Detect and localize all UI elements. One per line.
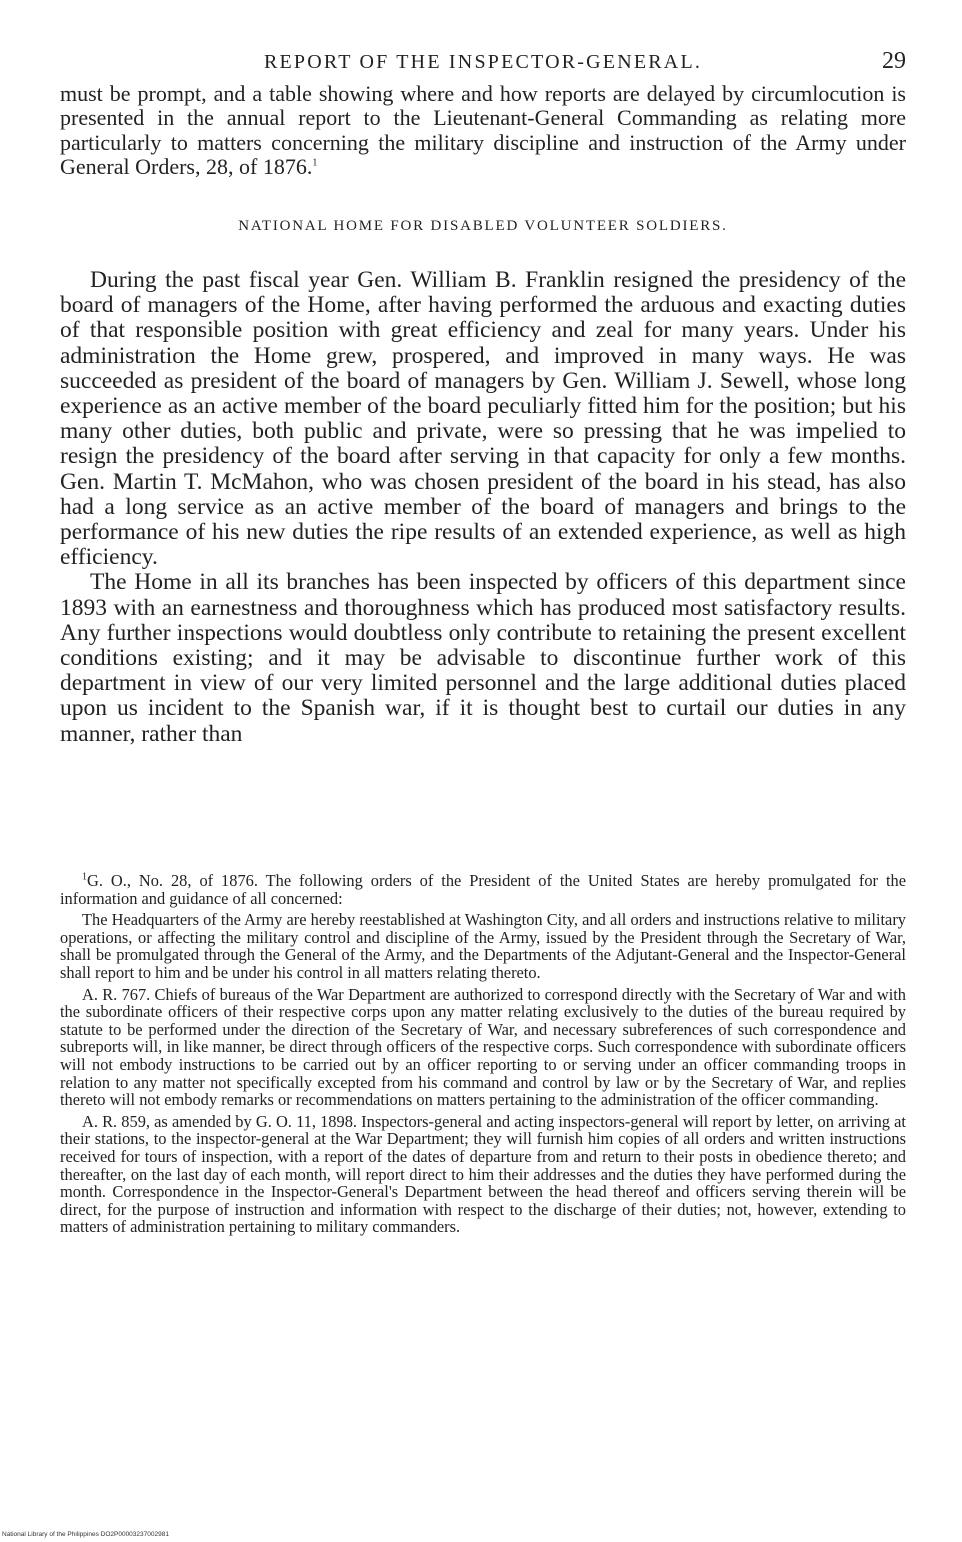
footnote-1 (60, 872, 906, 907)
document-page (60, 42, 906, 747)
paragraph-home-inspection: The Home in all its branches has been inspected by officers of this department since 1893 with an earnestness and thoroughness which has produced most satisfactory results. Any further inspections would doubtless only contribute to retaining the present excellent conditions existing; and it may be advisable to discontinue further work of this department in view of our very limited personnel and the large additional duties placed upon us incident to the Spanish war, if it is thought best to curtail our duties in any manner, rather than (60, 569, 906, 747)
footnote-1-text: G. O., No. 28, of 1876. The following orders of the President of the United States are hereby promulgated for the information and guidance of all concerned: (60, 871, 906, 908)
library-imprint: National Library of the Philippines DO2P00003237002981 (2, 1531, 169, 1538)
footnote-ar-859: A. R. 859, as amended by G. O. 11, 1898. Inspectors-general and acting inspectors-general will report by letter, on arriving at their stations, to the inspector-general at the War Department; they will furnish him copies of all orders and written instructions received for tours of inspection, with a report of the dates of departure from and return to their posts in obedience thereto; and thereafter, on the last day of each month, will report direct to him their addresses and the duties they have performed during the month. Correspondence in the Inspector-General's Department between the head thereof and officers serving therein will be direct, for the purpose of instruction and information with respect to the discharge of their duties; not, however, extending to matters of administration pertaining to military commanders. (60, 1111, 906, 1237)
footnote-reference: 1 (312, 157, 318, 169)
section-heading: NATIONAL HOME FOR DISABLED VOLUNTEER SOLDIERS. (238, 217, 728, 234)
page-number: 29 (882, 48, 906, 74)
footnotes (60, 872, 906, 1240)
footnote-headquarters: The Headquarters of the Army are hereby reestablished at Washington City, and all orders and instructions relative to military operations, or affecting the military control and discipline of the Army, issued by the President through the Secretary of War, shall be promulgated through the General of the Army, and the Departments of the Adjutant-General and the Inspector-General shall report to him and be under his control in all matters relating thereto. (60, 910, 906, 982)
paragraph-franklin: During the past fiscal year Gen. William B. Franklin resigned the presidency of the board of managers of the Home, after having performed the arduous and exacting duties of that responsible position with great efficiency and zeal for many years. Under his administration the Home grew, prospered, and improved in many ways. He was succeeded as president of the board of managers by Gen. William J. Sewell, whose long experience as an active member of the board peculiarly fitted him for the position; but his many other duties, both public and private, were so pressing that he was impelied to resign the presidency of the board after serving in that capacity for only a few months. Gen. Martin T. McMahon, who was chosen president of the board in his stead, has also had a long service as an active member of the board of managers and brings to the performance of his new duties the ripe results of an extended experience, as well as high efficiency. (60, 267, 906, 571)
body-text (60, 82, 906, 747)
intro-paragraph-text: must be prompt, and a table showing where and how reports are delayed by circumlocution is presented in the annual report to the Lieutenant-General Commanding as relating more particularly to matters concerning the military discipline and instruction of the Army under General Orders, 28, of 1876. (60, 81, 906, 180)
running-title: REPORT OF THE INSPECTOR-GENERAL. (263, 51, 703, 73)
footnote-marker: 1 (82, 871, 87, 883)
running-head (60, 42, 906, 82)
footnote-ar-767: A. R. 767. Chiefs of bureaus of the War Department are authorized to correspond directly with the Secretary of War and with the subordinate officers of their respective corps upon any matter relating exclusively to the duties of the bureau required by statute to be performed under the direction of the Secretary of War, and necessary subreferences of such correspondence and subreports will, in like manner, be direct through officers of the respective corps. Such correspondence with subordinate officers will not embody instructions to be carried out by an officer reporting to or serving under an officer commanding troops in relation to any matter not specifically excepted from his command and control by law or by the Secretary of War, and replies thereto will not embody remarks or recommendations on matters pertaining to the administration of the officer commanding. (60, 984, 906, 1110)
intro-paragraph (60, 82, 906, 180)
